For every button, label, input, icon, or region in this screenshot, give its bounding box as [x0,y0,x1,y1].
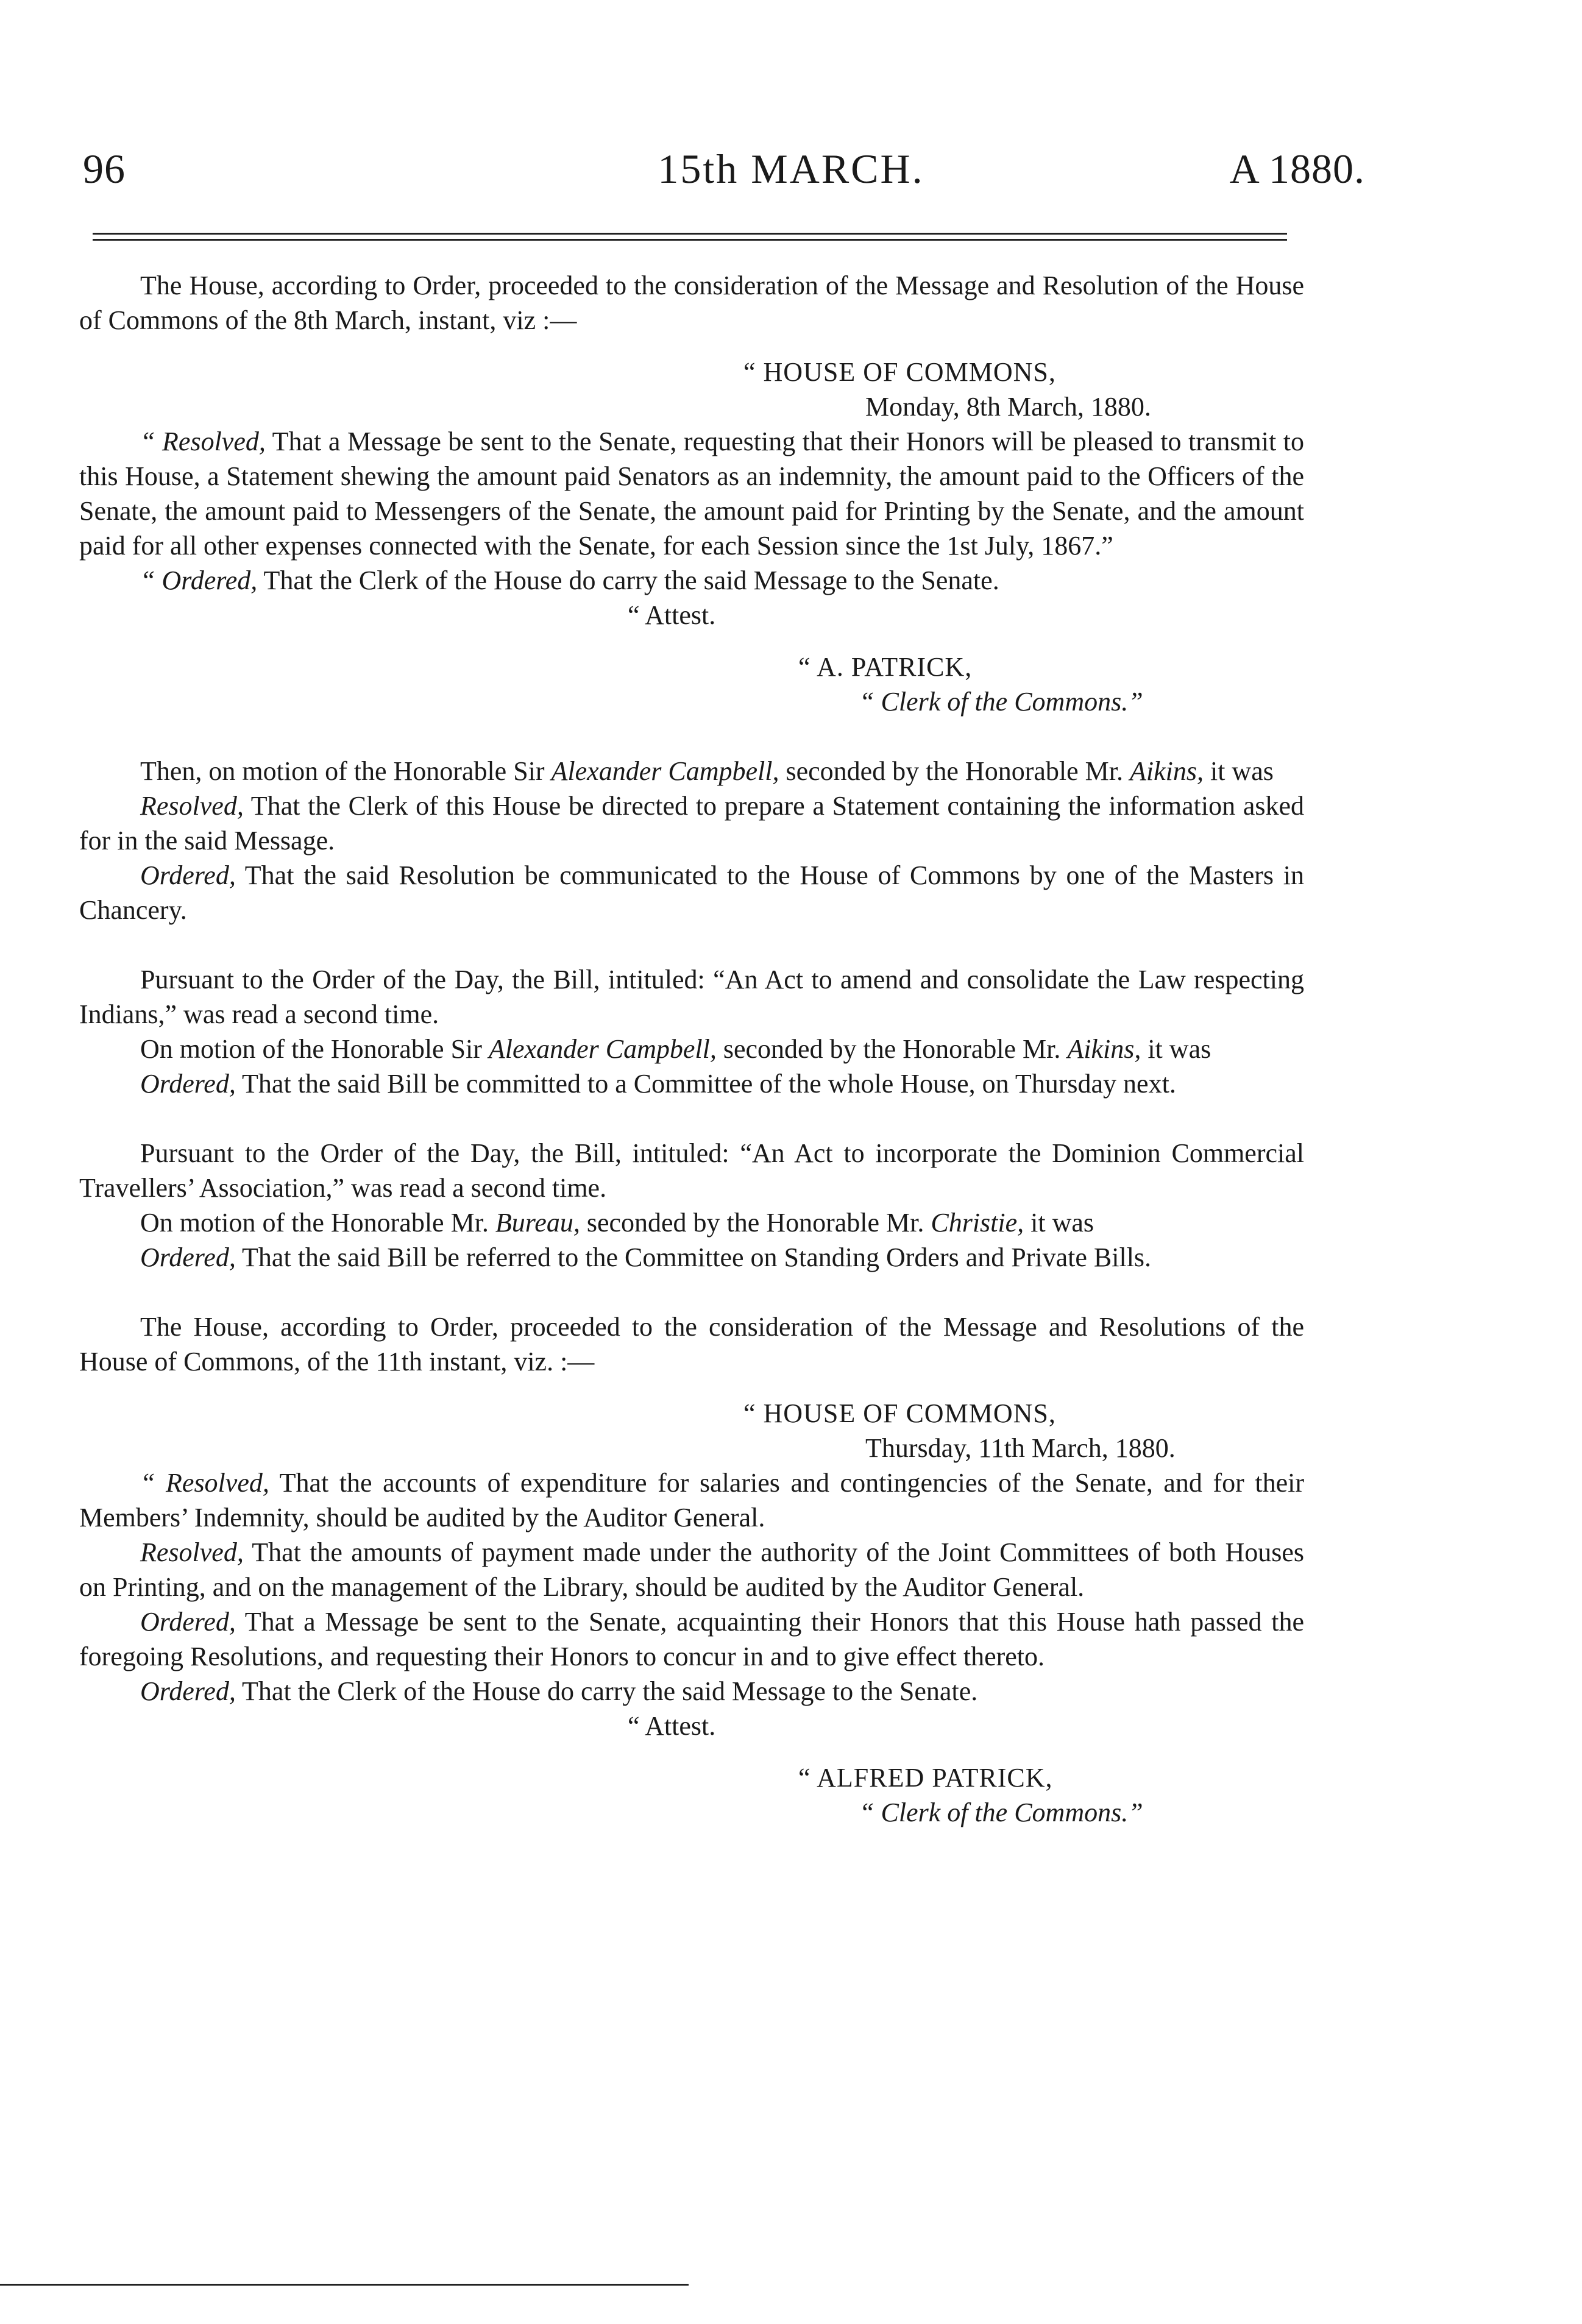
s5-attest: “ Attest. [628,1711,716,1741]
s1-sign-title: “ Clerk of the Commons.” [859,687,1143,717]
s1-ordered [79,563,1304,598]
s1-resolved [79,424,1304,563]
s4-bill-reading: Pursuant to the Order of the Day, the Bill, intituled: “An Act to incorporate the Dominion Commercial Travellers’ Association,” was read a second time. [79,1138,1304,1203]
s5-resolved-1: “ Resolved, That the accounts of expenditure for salaries and contingencies of the Senate, and for their Members’ Indemnity, should be audited by the Auditor General. [79,1468,1304,1532]
s3-ordered: Ordered, That the said Bill be committed to a Committee of the whole House, on Thursday next. [140,1069,1176,1099]
s1-ordered-text: That the Clerk of the House do carry the said Message to the Senate. [257,565,999,595]
s2-resolved: Resolved, That the Clerk of this House be directed to prepare a Statement containing the information asked for in the said Message. [79,791,1304,856]
s1-from-line: “ HOUSE OF COMMONS, [743,357,1056,387]
s5-sign-name: “ ALFRED PATRICK, [798,1763,1053,1793]
s4-ordered: Ordered, That the said Bill be referred to the Committee on Standing Orders and Private Bills. [140,1242,1152,1272]
s2-mover: Alexander Campbell, [551,756,779,786]
s2-motion: Then, on motion of the Honorable Sir Alexander Campbell, seconded by the Honorable Mr. Aikins, it was [140,756,1274,786]
page-year: A 1880. [1229,146,1365,192]
header-rule-bottom [93,239,1287,241]
s1-resolved-text: That a Message be sent to the Senate, requesting that their Honors will be pleased to transmit to this House, a Statement shewing the amount paid Senators as an indemnity, the amount paid to the Officers of the Senate, the amount paid to Messengers of the Senate, the amount paid for Printing by the Senate, and the amount paid for all other expenses connected with the Senate, for each Session since the 1st July, 1867.” [79,427,1304,561]
s2-ordered: Ordered, That the said Resolution be communicated to the House of Commons by one of the Masters in Chancery. [79,860,1304,925]
header-rule-top [93,233,1287,235]
s5-date-line: Thursday, 11th March, 1880. [865,1433,1176,1463]
s4-motion: On motion of the Honorable Mr. Bureau, seconded by the Honorable Mr. Christie, it was [140,1208,1094,1238]
s1-resolved-word: “ Resolved, [140,427,266,456]
s3-motion: On motion of the Honorable Sir Alexander Campbell, seconded by the Honorable Mr. Aikins, it was [140,1034,1211,1064]
s5-from-line: “ HOUSE OF COMMONS, [743,1398,1056,1428]
s5-resolved-2: Resolved, That the amounts of payment made under the authority of the Joint Committees of both Houses on Printing, and on the management of the Library, should be audited by the Auditor General. [79,1537,1304,1602]
s1-sign-name: “ A. PATRICK, [798,652,973,682]
footer-rule [0,2284,689,2286]
s1-attest: “ Attest. [628,600,716,630]
s5-ordered-1: Ordered, That a Message be sent to the Senate, acquainting their Honors that this House hath passed the foregoing Resolutions, and requesting their Honors to concur in and to give effect thereto. [79,1607,1304,1671]
s3-bill-reading: Pursuant to the Order of the Day, the Bill, intituled: “An Act to amend and consolidate the Law respecting Indians,” was read a second time. [79,965,1304,1029]
journal-body [79,268,1304,1830]
s1-date-line: Monday, 8th March, 1880. [865,392,1151,422]
page-number: 96 [83,146,126,192]
s2-seconder: Aikins, [1130,756,1204,786]
s1-intro: The House, according to Order, proceeded to the consideration of the Message and Resolution of the House of Commons of the 8th March, instant, viz :— [79,271,1304,335]
s5-sign-title: “ Clerk of the Commons.” [859,1798,1143,1827]
s5-intro: The House, according to Order, proceeded to the consideration of the Message and Resolutions of the House of Commons, of the 11th instant, viz. :— [79,1312,1304,1376]
s5-ordered-2: Ordered, That the Clerk of the House do carry the said Message to the Senate. [140,1676,978,1706]
page-date-title: 15th MARCH. [658,146,924,192]
s1-ordered-word: “ Ordered, [140,565,258,595]
